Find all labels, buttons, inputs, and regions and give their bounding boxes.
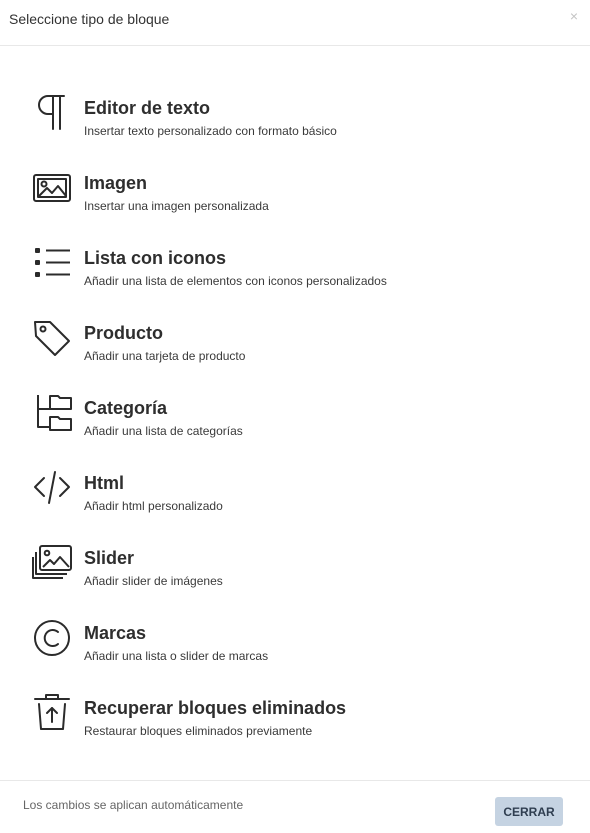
tag-icon (32, 318, 72, 358)
block-option-title: Slider (84, 548, 135, 568)
block-option-slider[interactable] (0, 541, 590, 616)
block-option-text-editor[interactable] (0, 91, 590, 166)
modal-footer (0, 780, 590, 833)
modal-header (0, 0, 590, 46)
block-option-restore[interactable] (0, 691, 590, 766)
block-option-title: Recuperar bloques eliminados (84, 698, 347, 718)
block-option-icon-list[interactable] (0, 241, 590, 316)
block-option-title: Producto (84, 323, 163, 343)
images-icon (32, 543, 72, 583)
block-option-brands[interactable] (0, 616, 590, 691)
block-option-product[interactable] (0, 316, 590, 391)
block-option-category[interactable] (0, 391, 590, 466)
block-type-list (0, 91, 590, 766)
block-option-description: Añadir una lista de elementos con iconos personalizados (84, 274, 387, 288)
block-option-title: Html (84, 473, 124, 493)
block-option-description: Insertar texto personalizado con formato básico (84, 124, 337, 138)
image-icon (32, 168, 72, 208)
block-option-title: Lista con iconos (84, 248, 227, 268)
block-option-title: Marcas (84, 623, 147, 643)
modal-title: Seleccione tipo de bloque (9, 11, 170, 27)
block-option-description: Restaurar bloques eliminados previamente (84, 724, 313, 738)
code-icon (32, 468, 72, 508)
block-option-image[interactable] (0, 166, 590, 241)
block-option-description: Insertar una imagen personalizada (84, 199, 269, 213)
block-option-description: Añadir html personalizado (84, 499, 223, 513)
block-option-title: Editor de texto (84, 98, 211, 118)
folder-tree-icon (32, 393, 72, 433)
trash-restore-icon (32, 693, 72, 733)
close-icon[interactable]: × (569, 8, 578, 24)
list-icon (32, 243, 72, 283)
block-option-description: Añadir una lista de categorías (84, 424, 243, 438)
copyright-icon (32, 618, 72, 658)
block-option-title: Categoría (84, 398, 168, 418)
paragraph-icon (32, 93, 72, 133)
close-button[interactable]: CERRAR (495, 797, 563, 826)
block-option-html[interactable] (0, 466, 590, 541)
block-option-title: Imagen (84, 173, 148, 193)
autosave-note: Los cambios se aplican automáticamente (23, 798, 244, 812)
block-option-description: Añadir una lista o slider de marcas (84, 649, 269, 663)
block-option-description: Añadir slider de imágenes (84, 574, 223, 588)
block-option-description: Añadir una tarjeta de producto (84, 349, 246, 363)
